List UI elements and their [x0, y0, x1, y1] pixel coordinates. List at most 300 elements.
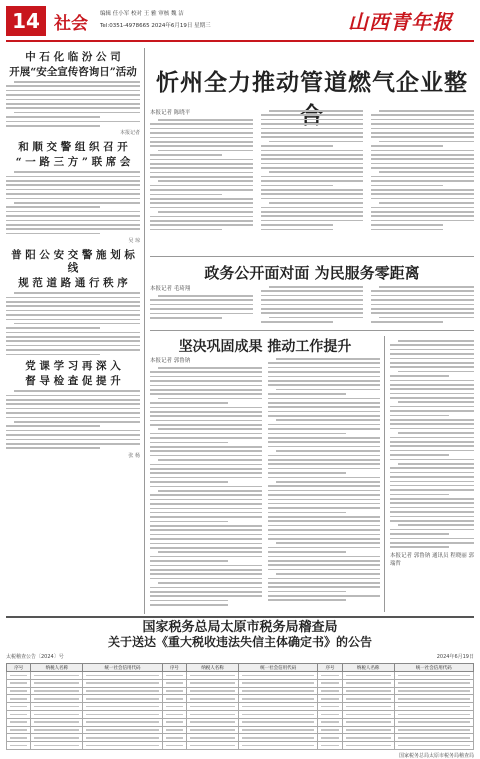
text-line [371, 198, 474, 200]
table-cell [318, 726, 342, 734]
table-cell [394, 710, 473, 718]
text-line [390, 384, 474, 386]
text-line [390, 375, 449, 377]
text-line [6, 176, 140, 178]
table-cell [187, 679, 239, 687]
text-line [14, 81, 140, 83]
column-text [261, 286, 364, 323]
article-byline: 吴 琼 [128, 238, 140, 245]
table-cell [31, 734, 83, 742]
column-text [268, 358, 380, 601]
table-cell [342, 672, 394, 680]
column-text [261, 110, 364, 230]
text-line [158, 428, 262, 430]
article-headline: 党 课 学 习 再 深 入 [25, 360, 121, 373]
text-line [261, 123, 364, 125]
article-3-sidebar-byline: 本报记者 郭鲁钠 通讯员 程晓丽 郭瑞哲 [390, 552, 474, 567]
table-row [7, 718, 474, 726]
text-line [6, 301, 140, 303]
tax-announcement [6, 620, 474, 759]
text-line [261, 321, 333, 323]
table-cell [162, 687, 186, 695]
column-text [150, 367, 262, 606]
table-cell [318, 687, 342, 695]
text-line [261, 154, 364, 156]
text-line [6, 319, 140, 321]
article-subheadline: 规 范 道 路 通 行 秩 序 [18, 277, 128, 290]
text-line [371, 150, 474, 152]
text-line [158, 295, 253, 297]
text-line [390, 472, 474, 474]
text-line [276, 358, 380, 360]
editor-credits: 编辑 任小军 校对 王 雅 审核 魏 洁 [100, 11, 184, 17]
text-line [268, 512, 346, 514]
text-line [269, 171, 364, 173]
table-cell [318, 742, 342, 750]
table-cell [83, 695, 162, 703]
text-line [268, 384, 380, 386]
text-line [158, 398, 262, 400]
text-line [268, 477, 380, 479]
text-line [14, 323, 140, 325]
announcement-number: 太税稽查公告〔2024〕号 [6, 654, 64, 660]
text-line [6, 430, 140, 432]
table-header-cell: 序号 [7, 664, 31, 672]
table-cell [342, 734, 394, 742]
text-line [150, 194, 222, 196]
table-cell [187, 703, 239, 711]
text-line [150, 207, 253, 209]
text-line [261, 167, 364, 169]
table-cell [342, 687, 394, 695]
table-cell [238, 726, 317, 734]
text-line [390, 476, 474, 478]
text-line [150, 132, 253, 134]
table-cell [31, 679, 83, 687]
column-text [371, 110, 474, 230]
table-header-cell: 纳税人名称 [342, 664, 394, 672]
text-line [6, 305, 140, 307]
text-line [261, 136, 364, 138]
text-line [268, 529, 380, 531]
article-heshun [6, 141, 140, 244]
table-cell [83, 718, 162, 726]
text-line [6, 412, 140, 414]
table-cell [342, 726, 394, 734]
text-line [6, 228, 140, 230]
text-line [268, 415, 380, 417]
text-line [150, 595, 262, 597]
text-line [390, 529, 474, 531]
text-line [261, 295, 364, 297]
text-line [371, 189, 474, 191]
text-line [150, 573, 262, 575]
table-cell [342, 718, 394, 726]
text-line [371, 114, 474, 116]
article-3-body [150, 356, 380, 612]
text-line [390, 410, 474, 412]
text-line [150, 543, 262, 545]
text-line [268, 582, 380, 584]
text-line [268, 538, 380, 540]
text-line [268, 406, 380, 408]
text-line [150, 494, 262, 496]
table-cell [318, 734, 342, 742]
text-line [150, 154, 222, 156]
column-text [371, 286, 474, 323]
text-line [371, 207, 474, 209]
text-line [390, 423, 474, 425]
text-line [150, 380, 262, 382]
text-line [150, 216, 253, 218]
text-line [390, 428, 474, 430]
table-row [7, 710, 474, 718]
text-line [261, 119, 364, 121]
table-cell [238, 710, 317, 718]
table-cell [7, 695, 31, 703]
text-line [371, 290, 474, 292]
table-cell [162, 726, 186, 734]
text-line [150, 407, 262, 409]
table-cell [31, 695, 83, 703]
text-line [150, 512, 262, 514]
table-cell [238, 679, 317, 687]
text-line [268, 520, 380, 522]
table-row [7, 679, 474, 687]
text-line [6, 336, 140, 338]
text-line [398, 432, 474, 434]
text-line [6, 408, 140, 410]
text-line [390, 454, 449, 456]
announcement-subtitle: 关于送达《重大税收违法失信主体确定书》的公告 [107, 635, 372, 649]
text-line [390, 358, 474, 360]
table-cell [394, 703, 473, 711]
article-subheadline: “ 一 路 三 方 ” 联 席 会 [15, 156, 131, 169]
text-line [390, 542, 474, 544]
article-subheadline: 督 导 检 查 促 提 升 [25, 375, 121, 388]
text-line [150, 389, 262, 391]
text-line [261, 158, 364, 160]
table-row [7, 703, 474, 711]
text-line [150, 167, 253, 169]
text-line [6, 121, 140, 123]
text-line [379, 286, 474, 288]
text-line [379, 202, 474, 204]
article-party [6, 360, 140, 458]
text-line [398, 371, 474, 373]
text-line [390, 502, 474, 504]
section-divider [150, 330, 474, 331]
text-line [6, 349, 140, 351]
text-line [268, 547, 380, 549]
text-line [6, 332, 140, 334]
column-divider [384, 336, 385, 612]
table-cell [342, 703, 394, 711]
text-line [6, 354, 100, 356]
text-line [150, 402, 228, 404]
text-line [6, 198, 140, 200]
text-line [150, 600, 228, 602]
text-line [150, 534, 262, 536]
text-line [150, 224, 253, 226]
text-line [261, 211, 364, 213]
table-cell [83, 742, 162, 750]
text-line [150, 468, 262, 470]
text-line [6, 189, 140, 191]
table-cell [83, 672, 162, 680]
table-cell [162, 734, 186, 742]
text-line [261, 224, 333, 226]
text-line [268, 380, 380, 382]
text-line [390, 353, 474, 355]
text-line [150, 472, 262, 474]
text-line [261, 176, 364, 178]
text-line [268, 367, 380, 369]
article-body [6, 390, 140, 449]
text-line [150, 137, 253, 139]
text-line [390, 437, 474, 439]
text-line [150, 455, 262, 457]
text-line [268, 485, 380, 487]
text-line [390, 494, 449, 496]
text-line [150, 556, 262, 558]
text-line [6, 90, 140, 92]
text-line [150, 123, 253, 125]
text-line [6, 107, 140, 109]
table-cell [318, 703, 342, 711]
text-line [390, 450, 474, 452]
text-line [269, 110, 364, 112]
section-headline-3: 坚决巩固成果 推动工作提升 [178, 339, 352, 355]
table-cell [394, 742, 473, 750]
text-line [268, 463, 380, 465]
text-line [150, 569, 262, 571]
text-line [150, 411, 262, 413]
text-line [150, 464, 262, 466]
table-header-cell: 统一社会信用代码 [238, 664, 317, 672]
text-line [268, 446, 380, 448]
text-line [390, 507, 474, 509]
text-line [276, 573, 380, 575]
text-line [150, 477, 262, 479]
table-cell [83, 703, 162, 711]
table-header-cell: 纳税人名称 [31, 664, 83, 672]
text-line [390, 546, 449, 548]
text-line [371, 136, 474, 138]
text-line [150, 591, 262, 593]
article-subheadline: 开展“安全宣传咨询日”活动 [9, 66, 137, 78]
text-line [268, 564, 380, 566]
masthead-rule [6, 40, 474, 42]
text-line [276, 450, 380, 452]
section-divider [150, 256, 474, 257]
text-line [14, 112, 140, 114]
text-line [268, 437, 380, 439]
text-line [261, 308, 364, 310]
table-cell [7, 742, 31, 750]
text-line [150, 587, 262, 589]
text-line [390, 516, 474, 518]
table-cell [31, 710, 83, 718]
text-line [371, 215, 474, 217]
table-cell [238, 703, 317, 711]
text-line [390, 419, 474, 421]
text-line [150, 446, 262, 448]
table-cell [7, 718, 31, 726]
text-line [150, 437, 262, 439]
table-cell [83, 687, 162, 695]
text-line [150, 317, 222, 319]
text-line [150, 525, 262, 527]
text-line [371, 312, 474, 314]
text-line [390, 481, 474, 483]
text-line [150, 299, 253, 301]
text-line [6, 439, 140, 441]
text-line [150, 433, 262, 435]
table-cell [83, 710, 162, 718]
text-line [268, 472, 346, 474]
table-cell [162, 718, 186, 726]
text-line [398, 340, 474, 342]
text-line [390, 415, 449, 417]
text-line [158, 119, 253, 121]
text-line [268, 494, 380, 496]
text-line [390, 406, 474, 408]
table-row [7, 687, 474, 695]
table-row [7, 695, 474, 703]
text-line [268, 455, 380, 457]
table-cell [342, 679, 394, 687]
text-line [268, 507, 380, 509]
text-line [150, 415, 262, 417]
text-line [158, 459, 262, 461]
text-line [371, 119, 474, 121]
text-line [371, 167, 474, 169]
text-line [268, 586, 380, 588]
section-headline-2: 政务公开面对面 为民服务零距离 [204, 264, 420, 282]
table-cell [238, 718, 317, 726]
text-line [371, 211, 474, 213]
text-line [158, 490, 262, 492]
table-cell [187, 726, 239, 734]
text-line [390, 397, 474, 399]
main-headline: 忻州全力推动管道燃气企业整 [156, 69, 468, 96]
table-header-cell: 序号 [162, 664, 186, 672]
text-line [6, 184, 140, 186]
column-divider [144, 48, 145, 614]
text-line [268, 362, 380, 364]
text-line [150, 516, 262, 518]
text-line [379, 317, 474, 319]
text-line [150, 198, 253, 200]
text-line [268, 424, 380, 426]
text-line [150, 308, 253, 310]
text-line [390, 388, 474, 390]
table-row [7, 672, 474, 680]
table-cell [83, 679, 162, 687]
text-line [6, 327, 100, 329]
table-cell [238, 695, 317, 703]
text-line [390, 445, 474, 447]
text-line [14, 202, 140, 204]
text-line [261, 132, 364, 134]
text-line [371, 295, 474, 297]
table-cell [7, 679, 31, 687]
text-line [390, 380, 474, 382]
text-line [150, 172, 253, 174]
text-line [150, 376, 262, 378]
text-line [269, 317, 364, 319]
text-line [276, 389, 380, 391]
text-line [261, 193, 364, 195]
text-line [268, 578, 380, 580]
table-cell [31, 687, 83, 695]
text-line [14, 292, 140, 294]
text-line [371, 145, 443, 147]
text-line [371, 193, 474, 195]
text-line [150, 499, 262, 501]
text-line [268, 525, 380, 527]
text-line [261, 229, 333, 231]
text-line [276, 481, 380, 483]
text-line [268, 516, 380, 518]
table-cell [162, 742, 186, 750]
text-line [150, 163, 253, 165]
text-line [14, 421, 140, 423]
announcement-issuer: 国家税务总局太原市税务局稽查局 [398, 752, 474, 759]
text-line [150, 521, 228, 523]
text-line [158, 582, 262, 584]
text-line [268, 433, 346, 435]
text-line [390, 349, 474, 351]
text-line [150, 508, 262, 510]
text-line [371, 220, 474, 222]
text-line [14, 390, 140, 392]
text-line [6, 399, 140, 401]
table-cell [7, 726, 31, 734]
text-line [379, 171, 474, 173]
table-cell [31, 742, 83, 750]
column-text [390, 340, 474, 548]
text-line [261, 215, 364, 217]
table-cell [162, 703, 186, 711]
text-line [379, 141, 474, 143]
table-cell [187, 687, 239, 695]
text-line [150, 393, 262, 395]
text-line [268, 560, 380, 562]
text-line [268, 402, 380, 404]
text-line [158, 211, 253, 213]
text-line [371, 321, 443, 323]
table-cell [187, 742, 239, 750]
text-line [150, 385, 262, 387]
table-cell [318, 695, 342, 703]
table-header-cell: 统一社会信用代码 [83, 664, 162, 672]
text-line [269, 202, 364, 204]
table-cell [187, 718, 239, 726]
text-line [268, 503, 380, 505]
text-line [268, 499, 380, 501]
article-byline: 张 杨 [128, 452, 140, 459]
article-body [6, 171, 140, 234]
table-cell [318, 718, 342, 726]
text-line [6, 94, 140, 96]
text-line [150, 578, 262, 580]
text-line [261, 290, 364, 292]
text-line [158, 551, 262, 553]
article-headline: 普 阳 公 安 交 警 施 划 标 线 [11, 249, 135, 275]
announcement-divider [6, 616, 474, 618]
